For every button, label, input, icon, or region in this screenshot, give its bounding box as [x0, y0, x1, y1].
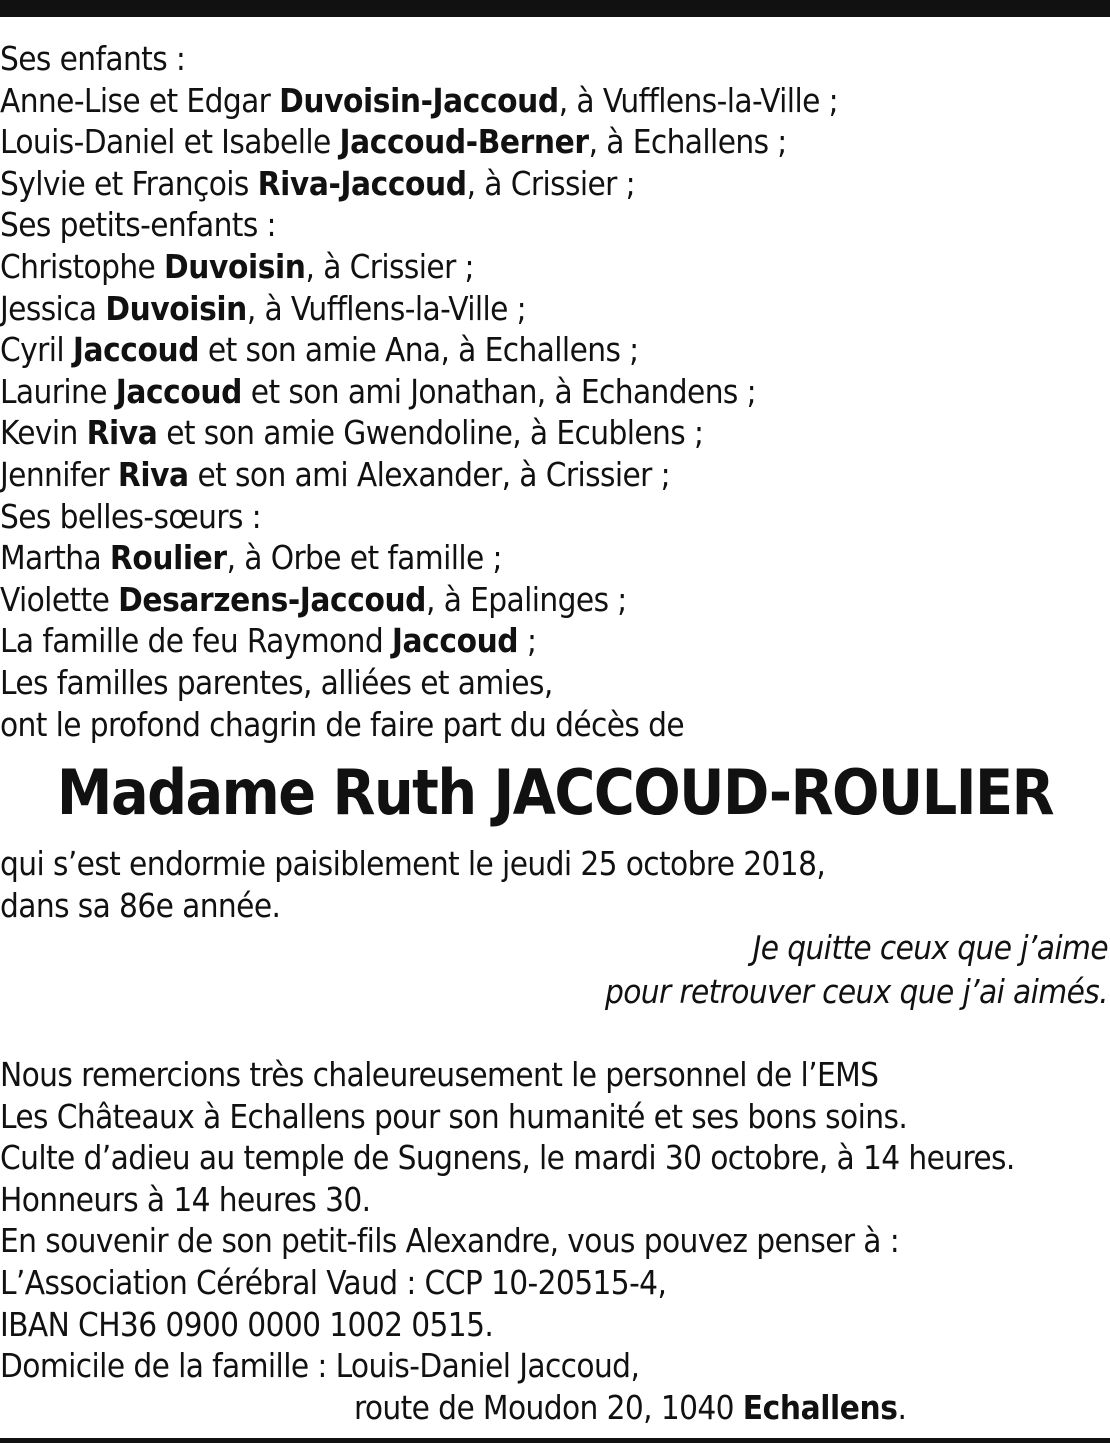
text-segment: , à Orbe et famille ; — [226, 538, 502, 578]
info-line — [0, 1179, 1110, 1221]
text-segment: Violette — [0, 579, 119, 619]
text-segment: Kevin — [0, 413, 87, 453]
thanks-and-service-info — [0, 1054, 1110, 1428]
death-notice-line: dans sa 86e année. — [0, 885, 281, 925]
text-segment: et son amie Gwendoline, à Ecublens ; — [157, 413, 704, 453]
bottom-rule — [0, 1438, 1110, 1443]
text-segment: et son ami Jonathan, à Echandens ; — [241, 371, 757, 411]
text-segment: , à Vufflens-la-Ville ; — [558, 80, 839, 120]
info-line — [0, 1220, 1110, 1262]
text-segment: Les Châteaux à Echallens pour son humanité et ses bons soins. — [0, 1096, 908, 1136]
text-segment: Nous remercions très chaleureusement le personnel de l’EMS — [0, 1055, 879, 1094]
surname: Riva-Jaccoud — [257, 163, 467, 203]
surname: Duvoisin — [105, 288, 247, 328]
surname: Jaccoud — [391, 621, 519, 661]
top-rule — [0, 0, 1110, 17]
text-segment: Domicile de la famille : Louis-Daniel Jaccoud, — [0, 1346, 640, 1386]
family-line — [0, 704, 1110, 746]
family-line — [0, 620, 1110, 662]
info-line — [0, 1096, 1110, 1138]
surname: Riva — [117, 454, 189, 494]
surname: Jaccoud-Berner — [339, 122, 589, 162]
text-segment: Sylvie et François — [0, 163, 258, 203]
family-line — [0, 371, 1110, 413]
family-line — [0, 80, 1110, 122]
text-segment: Les familles parentes, alliées et amies, — [0, 662, 553, 702]
surname: Desarzens-Jaccoud — [118, 579, 427, 619]
family-line — [0, 412, 1110, 454]
text-segment: IBAN CH36 0900 0000 1002 0515. — [0, 1304, 494, 1344]
surname: Duvoisin — [164, 246, 306, 286]
family-line — [0, 288, 1110, 330]
text-segment: Ses petits-enfants : — [0, 205, 276, 245]
info-line — [0, 1345, 1110, 1387]
text-segment: , à Echallens ; — [588, 122, 787, 162]
family-line — [0, 662, 1110, 704]
family-list — [0, 38, 1110, 745]
text-segment: Ses enfants : — [0, 39, 186, 78]
text-segment: Anne-Lise et Edgar — [0, 80, 280, 120]
text-segment: La famille de feu Raymond — [0, 621, 392, 661]
text-segment: Ses belles-sœurs : — [0, 496, 262, 536]
surname: Roulier — [109, 538, 227, 578]
text-segment: Cyril — [0, 330, 73, 370]
death-notice — [0, 843, 1110, 926]
info-line — [0, 1054, 1110, 1096]
farewell-quote — [0, 926, 1108, 1014]
text-segment: Laurine — [0, 371, 116, 411]
family-line — [0, 454, 1110, 496]
text-segment: Jennifer — [0, 454, 118, 494]
text-segment: et son amie Ana, à Echallens ; — [199, 330, 639, 370]
text-segment: ; — [518, 621, 537, 661]
surname: Jaccoud — [115, 371, 242, 411]
text-segment: L’Association Cérébral Vaud : CCP 10-20515-4, — [0, 1262, 667, 1302]
text-segment: ont le profond chagrin de faire part du décès de — [0, 704, 685, 744]
text-segment: Jessica — [0, 288, 106, 328]
text-segment: Louis-Daniel et Isabelle — [0, 122, 340, 162]
text-segment: . — [897, 1387, 907, 1427]
family-line — [0, 579, 1110, 621]
text-segment: , à Crissier ; — [305, 246, 474, 286]
family-line — [0, 121, 1110, 163]
family-line — [0, 537, 1110, 579]
deceased-name: Madame Ruth JACCOUD-ROULIER — [56, 756, 1054, 829]
text-segment: En souvenir de son petit-fils Alexandre, vous pouvez penser à : — [0, 1221, 900, 1261]
family-line — [0, 496, 1110, 538]
surname: Jaccoud — [72, 330, 200, 370]
text-segment: Martha — [0, 538, 110, 578]
text-segment: route de Moudon 20, 1040 — [354, 1387, 743, 1427]
text-segment: Honneurs à 14 heures 30. — [0, 1179, 371, 1219]
info-line — [0, 1387, 1110, 1429]
info-line — [0, 1137, 1110, 1179]
info-line — [0, 1262, 1110, 1304]
text-segment: , à Epalinges ; — [426, 579, 627, 619]
text-segment: , à Vufflens-la-Ville ; — [246, 288, 527, 328]
family-line — [0, 204, 1110, 246]
surname: Duvoisin-Jaccoud — [279, 80, 559, 120]
quote-line: pour retrouver ceux que j’ai aimés. — [604, 972, 1108, 1011]
info-line — [0, 1304, 1110, 1346]
quote-line: Je quitte ceux que j’aime — [752, 928, 1108, 967]
text-segment: et son ami Alexander, à Crissier ; — [188, 454, 671, 494]
text-segment: Christophe — [0, 246, 165, 286]
death-notice-line: qui s’est endormie paisiblement le jeudi 25 octobre 2018, — [0, 844, 826, 883]
surname: Riva — [86, 413, 158, 453]
text-segment: Culte d’adieu au temple de Sugnens, le mardi 30 octobre, à 14 heures. — [0, 1138, 1015, 1178]
family-line — [0, 329, 1110, 371]
text-segment: , à Crissier ; — [466, 163, 635, 203]
family-line — [0, 38, 1110, 80]
family-line — [0, 163, 1110, 205]
family-line — [0, 246, 1110, 288]
surname: Echallens — [742, 1387, 898, 1427]
